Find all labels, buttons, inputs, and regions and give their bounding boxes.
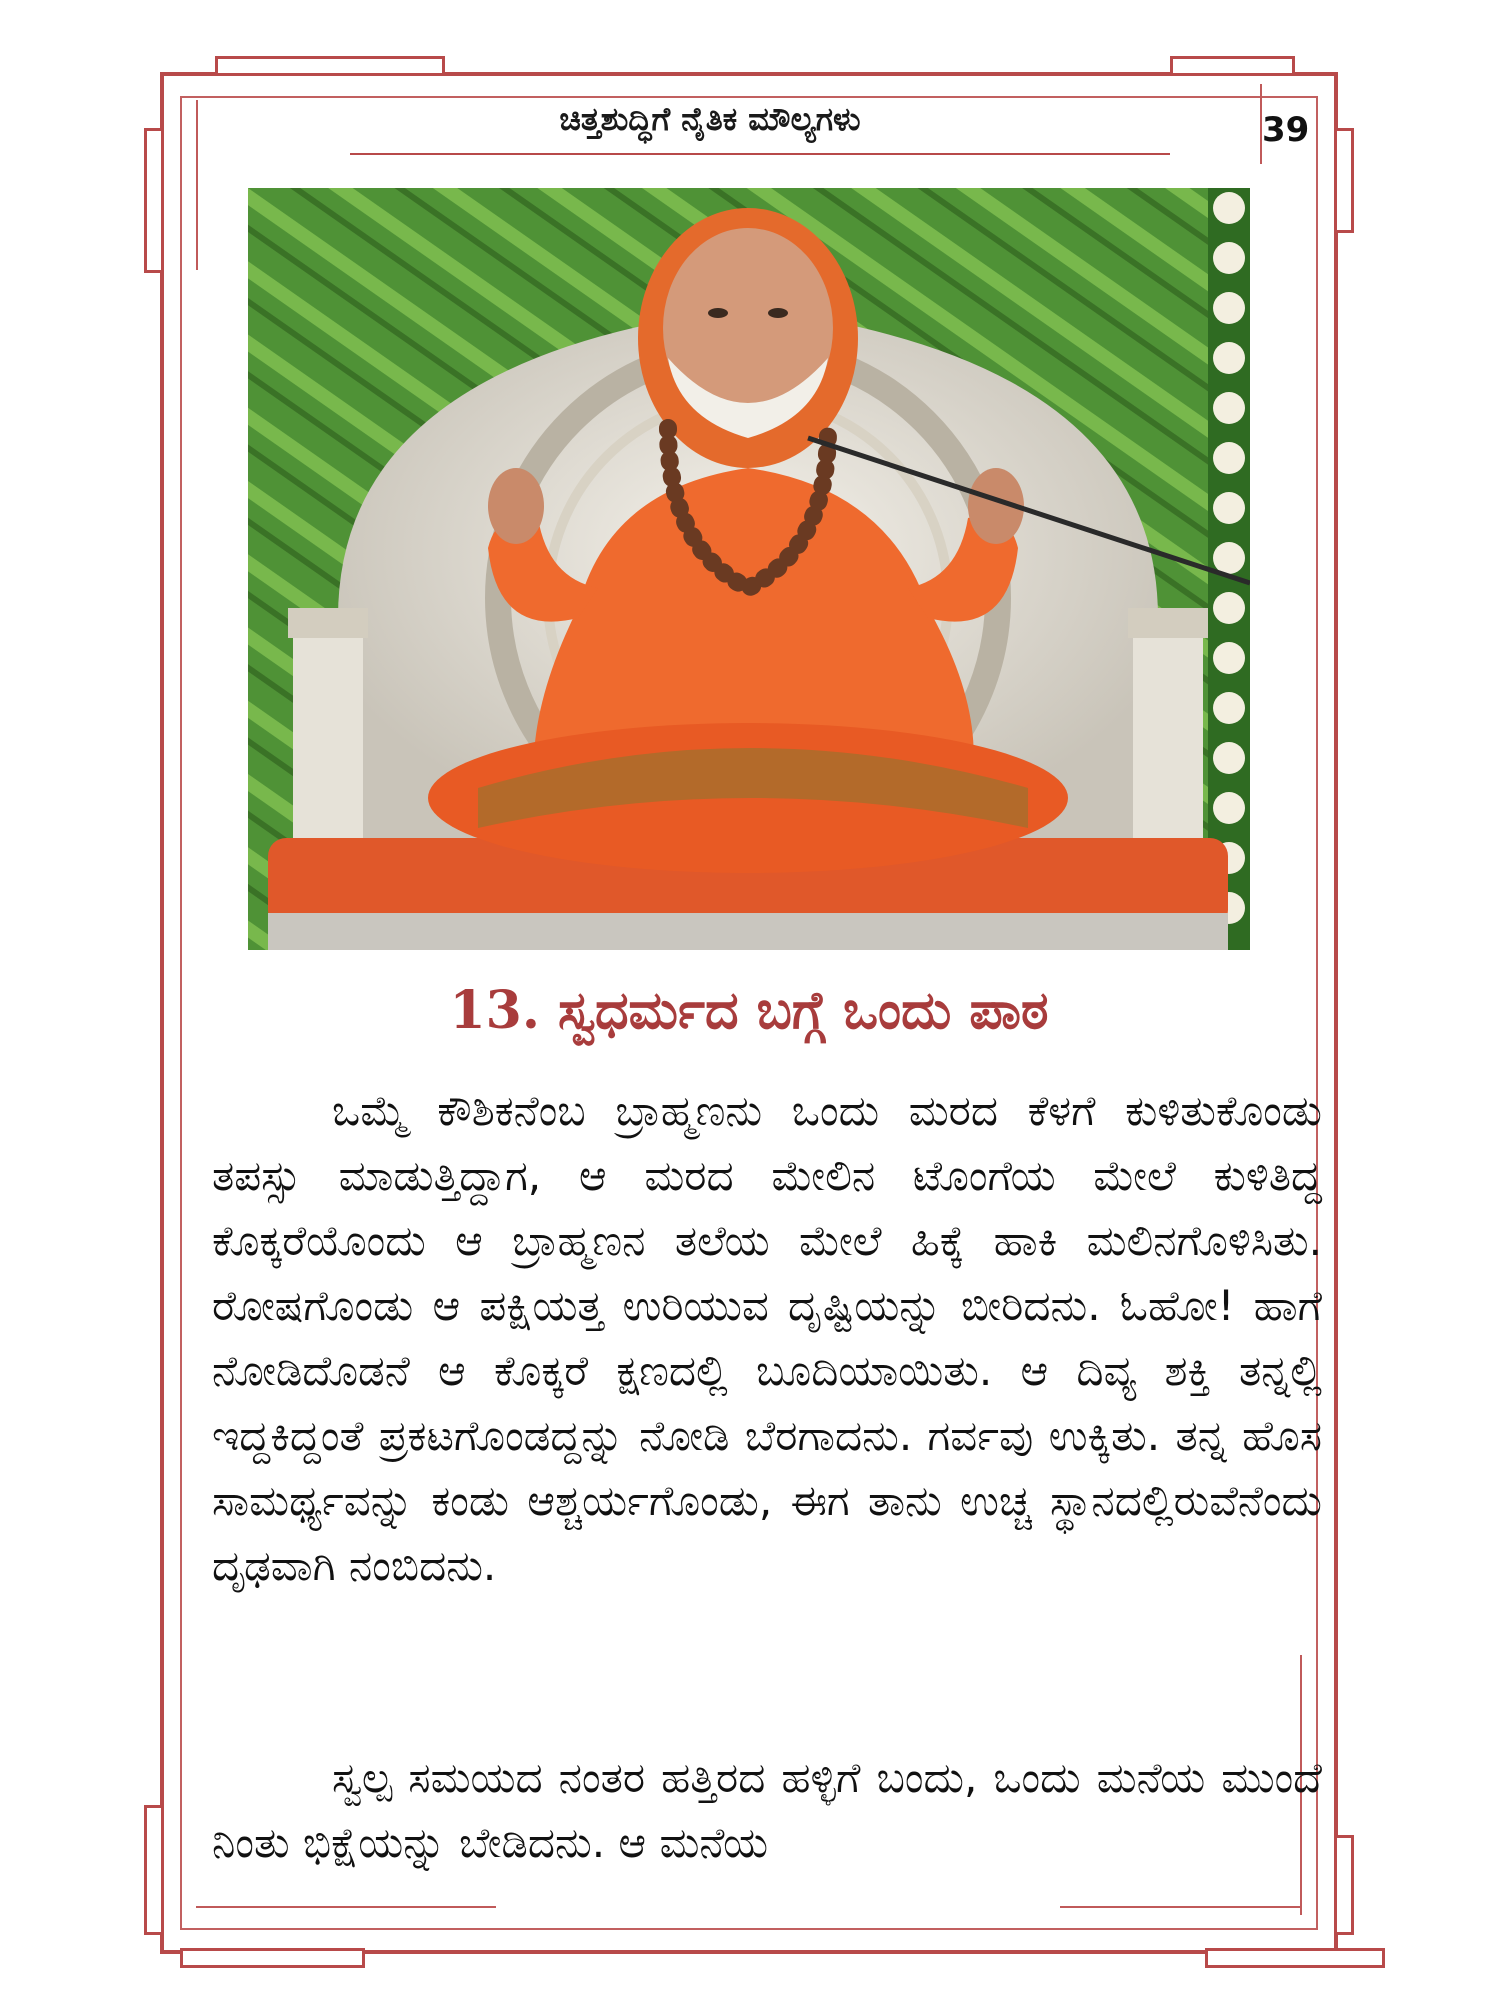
border-line-left-upper: [196, 100, 198, 270]
border-ornament-right-bottom: [1334, 1835, 1354, 1935]
border-line-bottom-right: [1060, 1906, 1300, 1908]
border-ornament-left-bottom: [144, 1805, 164, 1935]
border-ornament-bottom-right: [1205, 1948, 1385, 1968]
border-ornament-right-top: [1334, 128, 1354, 233]
body-paragraph-1: ಒಮ್ಮೆ ಕೌಶಿಕನೆಂಬ ಬ್ರಾಹ್ಮಣನು ಒಂದು ಮರದ ಕೆಳಗೆ ಕುಳಿತುಕೊಂಡು ತಪಸ್ಸು ಮಾಡುತ್ತಿದ್ದಾಗ, ಆ ಮರದ ಮೇಲಿನ ಟೊಂಗೆಯ ಮೇಲೆ ಕುಳಿತಿದ್ದ ಕೊಕ್ಕರೆಯೊಂದು ಆ ಬ್ರಾಹ್ಮಣನ ತಲೆಯ ಮೇಲೆ ಹಿಕ್ಕೆ ಹಾಕಿ ಮಲಿನಗೊಳಿಸಿತು. ರೋಷಗೊಂಡು ಆ ಪಕ್ಷಿಯತ್ತ ಉರಿಯುವ ದೃಷ್ಟಿಯನ್ನು ಬೀರಿದನು. ಓಹೋ! ಹಾಗೆ ನೋಡಿದೊಡನೆ ಆ ಕೊಕ್ಕರೆ ಕ್ಷಣದಲ್ಲಿ ಬೂದಿಯಾಯಿತು. ಆ ದಿವ್ಯ ಶಕ್ತಿ ತನ್ನಲ್ಲಿ ಇದ್ದಕಿದ್ದಂತೆ ಪ್ರಕಟಗೊಂಡದ್ದನ್ನು ನೋಡಿ ಬೆರಗಾದನು. ಗರ್ವವು ಉಕ್ಕಿತು. ತನ್ನ ಹೊಸ ಸಾಮರ್ಥ್ಯವನ್ನು ಕಂಡು ಆಶ್ಚರ್ಯಗೊಂಡು, ಈಗ ತಾನು ಉಚ್ಚ ಸ್ಥಾನದಲ್ಲಿರುವೆನೆಂದು ದೃಢವಾಗಿ ನಂಬಿದನು.: [212, 1086, 1322, 1590]
border-ornament-bottom-left: [180, 1948, 365, 1968]
border-ornament-top-left: [215, 56, 445, 76]
running-head: ಚಿತ್ತಶುದ್ಧಿಗೆ ನೈತಿಕ ಮೌಲ್ಯಗಳು: [559, 100, 861, 138]
swamiji-photo: [248, 188, 1250, 950]
border-ornament-left-top: [144, 128, 164, 273]
body-paragraph-2: ಸ್ವಲ್ಪ ಸಮಯದ ನಂತರ ಹತ್ತಿರದ ಹಳ್ಳಿಗೆ ಬಂದು, ಒಂದು ಮನೆಯ ಮುಂದೆ ನಿಂತು ಭಿಕ್ಷೆಯನ್ನು ಬೇಡಿದನು. ಆ ಮನೆಯ: [212, 1753, 1322, 1867]
seated-swamiji-icon: [248, 188, 1250, 950]
border-line-bottom-left: [196, 1906, 496, 1908]
chapter-title: 13. ಸ್ವಧರ್ಮದ ಬಗ್ಗೆ ಒಂದು ಪಾಠ: [449, 980, 1049, 1041]
page-number: 39: [1262, 110, 1310, 150]
header-rule: [350, 153, 1170, 155]
border-ornament-top-right: [1170, 56, 1295, 76]
